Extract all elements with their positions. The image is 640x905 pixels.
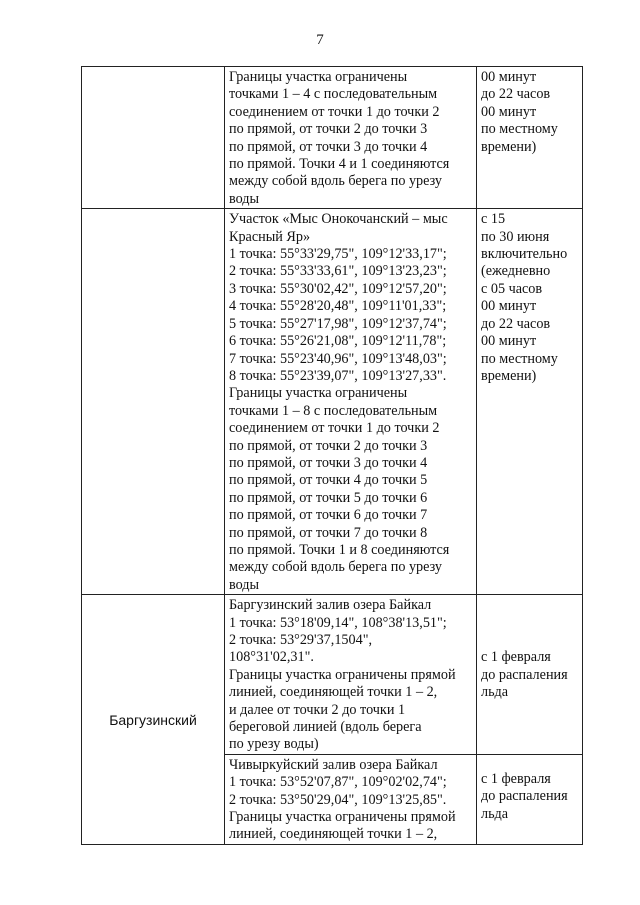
period-line: до распаления xyxy=(481,788,568,805)
period-line: времени) xyxy=(481,367,537,384)
district-name: Баргузинский xyxy=(109,711,197,728)
description-cell xyxy=(225,67,477,209)
district-cell xyxy=(82,67,225,209)
period-line: с 1 февраля xyxy=(481,649,551,666)
period-line: по 30 июня xyxy=(481,228,550,245)
table-row xyxy=(82,67,583,209)
description-line: воды xyxy=(229,190,260,207)
description-line: 3 точка: 55°30'02,42", 109°12'57,20"; xyxy=(229,280,447,297)
description-line: по урезу воды) xyxy=(229,736,319,753)
description-line: Границы участка ограничены прямой xyxy=(229,809,456,826)
description-line: береговой линией (вдоль берега xyxy=(229,719,422,736)
period-line: (ежедневно xyxy=(481,263,551,280)
description-line: между собой вдоль берега по урезу xyxy=(229,559,443,576)
description-cell xyxy=(225,595,477,755)
period-line: до 22 часов xyxy=(481,86,551,103)
period-line: 00 минут xyxy=(481,69,537,85)
description-line: линией, соединяющей точки 1 – 2, xyxy=(229,826,438,843)
description-line: 6 точка: 55°26'21,08", 109°12'11,78"; xyxy=(229,333,447,350)
description-line: Границы участка ограничены xyxy=(229,69,408,85)
table-row xyxy=(82,209,583,595)
period-line: включительно xyxy=(481,246,568,263)
description-line: 1 точка: 53°52'07,87", 109°02'02,74"; xyxy=(229,774,447,791)
description-line: Чивыркуйский залив озера Байкал xyxy=(229,756,438,773)
description-line: по прямой, от точки 5 до точки 6 xyxy=(229,489,428,506)
description-line: соединением от точки 1 до точки 2 xyxy=(229,420,440,437)
period-line: с 05 часов xyxy=(481,280,543,297)
description-line: 2 точка: 55°33'33,61", 109°13'23,23"; xyxy=(229,263,447,280)
description-line: между собой вдоль берега по урезу xyxy=(229,173,443,190)
description-line: Участок «Мыс Онокочанский – мыс xyxy=(229,211,448,228)
period-line: времени) xyxy=(481,138,537,155)
period-cell xyxy=(477,209,583,595)
description-line: Красный Яр» xyxy=(229,228,311,245)
description-line: воды xyxy=(229,576,260,593)
period-cell xyxy=(477,67,583,209)
period-line: по местному xyxy=(481,121,558,138)
description-line: по прямой, от точки 2 до точки 3 xyxy=(229,437,428,454)
period-line: льда xyxy=(481,805,509,822)
period-line: с 15 xyxy=(481,211,506,228)
description-line: 4 точка: 55°28'20,48", 109°11'01,33"; xyxy=(229,298,447,315)
description-line: 1 точка: 53°18'09,14", 108°38'13,51"; xyxy=(229,614,447,631)
period-line: 00 минут xyxy=(481,333,537,350)
description-cell xyxy=(225,209,477,595)
page-number: 7 xyxy=(316,32,324,48)
description-line: Границы участка ограничены xyxy=(229,385,408,402)
period-line: 00 минут xyxy=(481,103,537,120)
description-line: точками 1 – 8 с последовательным xyxy=(229,402,438,419)
period-line: льда xyxy=(481,684,509,701)
description-line: 108°31'02,31". xyxy=(229,649,314,666)
description-line: точками 1 – 4 с последовательным xyxy=(229,86,438,103)
period-cell xyxy=(477,754,583,844)
description-line: по прямой, от точки 2 до точки 3 xyxy=(229,121,428,138)
description-line: по прямой, от точки 3 до точки 4 xyxy=(229,138,428,155)
description-line: 2 точка: 53°50'29,04", 109°13'25,85". xyxy=(229,791,447,808)
description-line: 8 точка: 55°23'39,07", 109°13'27,33". xyxy=(229,367,447,384)
period-line: 00 минут xyxy=(481,298,537,315)
description-line: по прямой. Точки 4 и 1 соединяются xyxy=(229,156,450,173)
description-line: 1 точка: 55°33'29,75", 109°12'33,17"; xyxy=(229,246,447,263)
description-cell xyxy=(225,754,477,844)
period-line: до распаления xyxy=(481,666,568,683)
description-line: линией, соединяющей точки 1 – 2, xyxy=(229,684,438,701)
description-line: по прямой. Точки 1 и 8 соединяются xyxy=(229,541,450,558)
description-line: 2 точка: 53°29'37,1504", xyxy=(229,632,373,648)
district-cell xyxy=(82,595,225,845)
description-line: по прямой, от точки 3 до точки 4 xyxy=(229,454,428,471)
description-line: по прямой, от точки 4 до точки 5 xyxy=(229,472,428,489)
description-line: и далее от точки 2 до точки 1 xyxy=(229,701,406,718)
table-row xyxy=(82,595,583,755)
description-line: соединением от точки 1 до точки 2 xyxy=(229,103,440,120)
description-line: 7 точка: 55°23'40,96", 109°13'48,03"; xyxy=(229,350,447,367)
description-line: по прямой, от точки 6 до точки 7 xyxy=(229,507,428,524)
period-cell xyxy=(477,595,583,755)
period-line: до 22 часов xyxy=(481,315,551,332)
period-line: с 1 февраля xyxy=(481,770,551,787)
regulation-table xyxy=(81,66,583,845)
description-line: по прямой, от точки 7 до точки 8 xyxy=(229,524,428,541)
description-line: Баргузинский залив озера Байкал xyxy=(229,597,432,614)
description-line: Границы участка ограничены прямой xyxy=(229,666,456,683)
description-line: 5 точка: 55°27'17,98", 109°12'37,74"; xyxy=(229,315,447,332)
district-cell xyxy=(82,209,225,595)
period-line: по местному xyxy=(481,350,558,367)
